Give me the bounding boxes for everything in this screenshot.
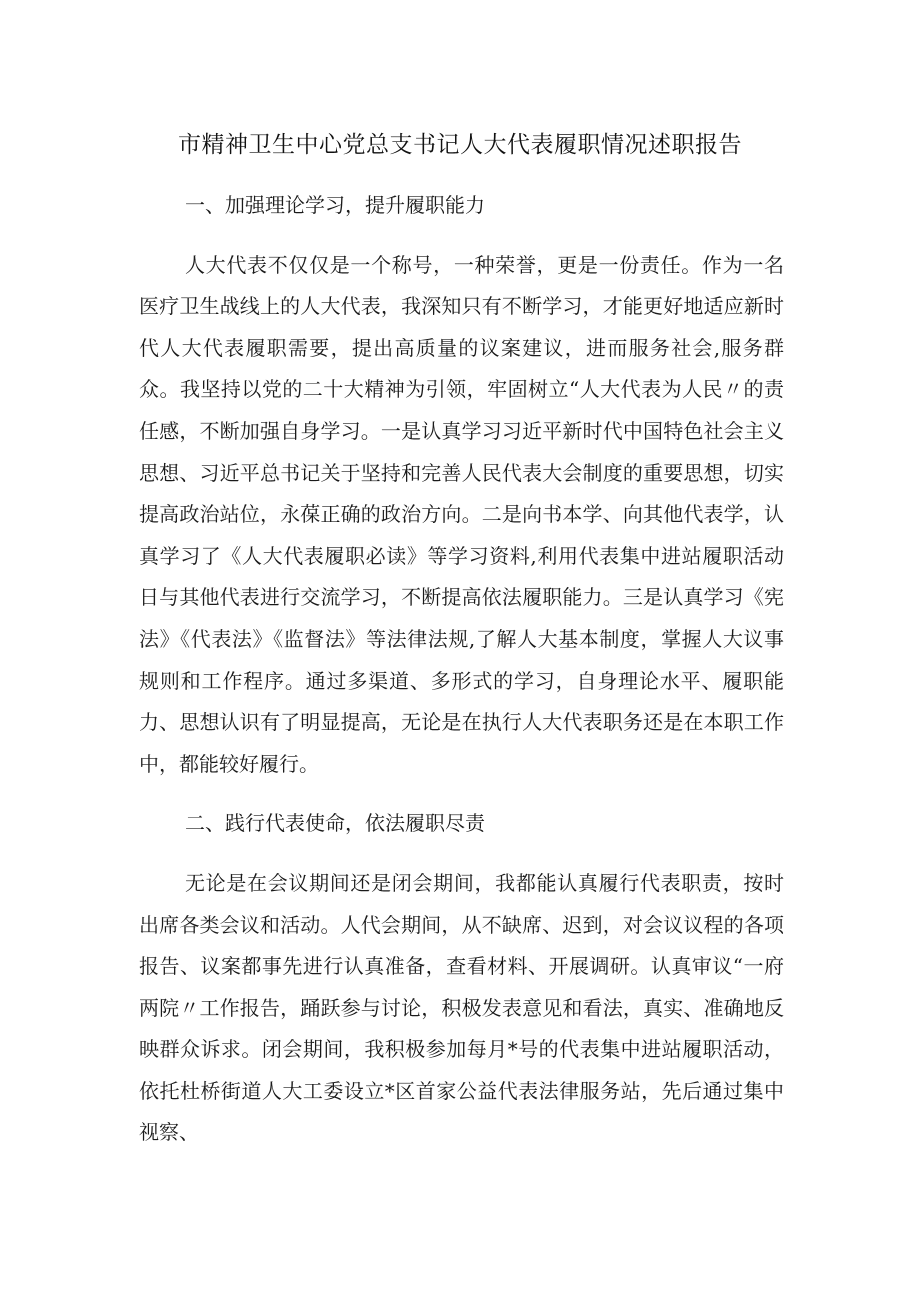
section-heading-2: 二、践行代表使命，依法履职尽责 — [185, 811, 485, 836]
document-title: 市精神卫生中心党总支书记人大代表履职情况述职报告 — [178, 132, 742, 158]
document-body — [139, 185, 784, 1154]
section-paragraph-1: 人大代表不仅仅是一个称号，一种荣誉，更是一份责任。作为一名医疗卫生战线上的人大代表，我深知只有不断学习，才能更好地适应新时代人大代表履职需要，提出高质量的议案建议，进而服务社会,服务群众。我坚持以党的二十大精神为引领，牢固树立“人大代表为人民〃的责任感，不断加强自身学习。一是认真学习习近平新时代中国特色社会主义思想、习近平总书记关于坚持和完善人民代表大会制度的重要思想，切实提高政治站位，永葆正确的政治方向。二是向书本学、向其他代表学，认真学习了《人大代表履职必读》等学习资料,利用代表集中进站履职活动日与其他代表进行交流学习，不断提高依法履职能力。三是认真学习《宪法》《代表法》《监督法》等法律法规,了解人大基本制度，掌握人大议事规则和工作程序。通过多渠道、多形式的学习，自身理论水平、履职能力、思想认识有了明显提高，无论是在执行人大代表职务还是在本职工作中，都能较好履行。 — [139, 252, 784, 776]
section-heading-1: 一、加强理论学习，提升履职能力 — [185, 193, 485, 217]
section-paragraph-2: 无论是在会议期间还是闭会期间，我都能认真履行代表职责，按时出席各类会议和活动。人代会期间，从不缺席、迟到，对会议议程的各项报告、议案都事先进行认真准备，查看材料、开展调研。认真审议“一府两院〃工作报告，踊跃参与讨论，积极发表意见和看法，真实、准确地反映群众诉求。闭会期间，我积极参加每月*号的代表集中进站履职活动，依托杜桥街道人大工委设立*区首家公益代表法律服务站，先后通过集中视察、 — [139, 870, 784, 1145]
